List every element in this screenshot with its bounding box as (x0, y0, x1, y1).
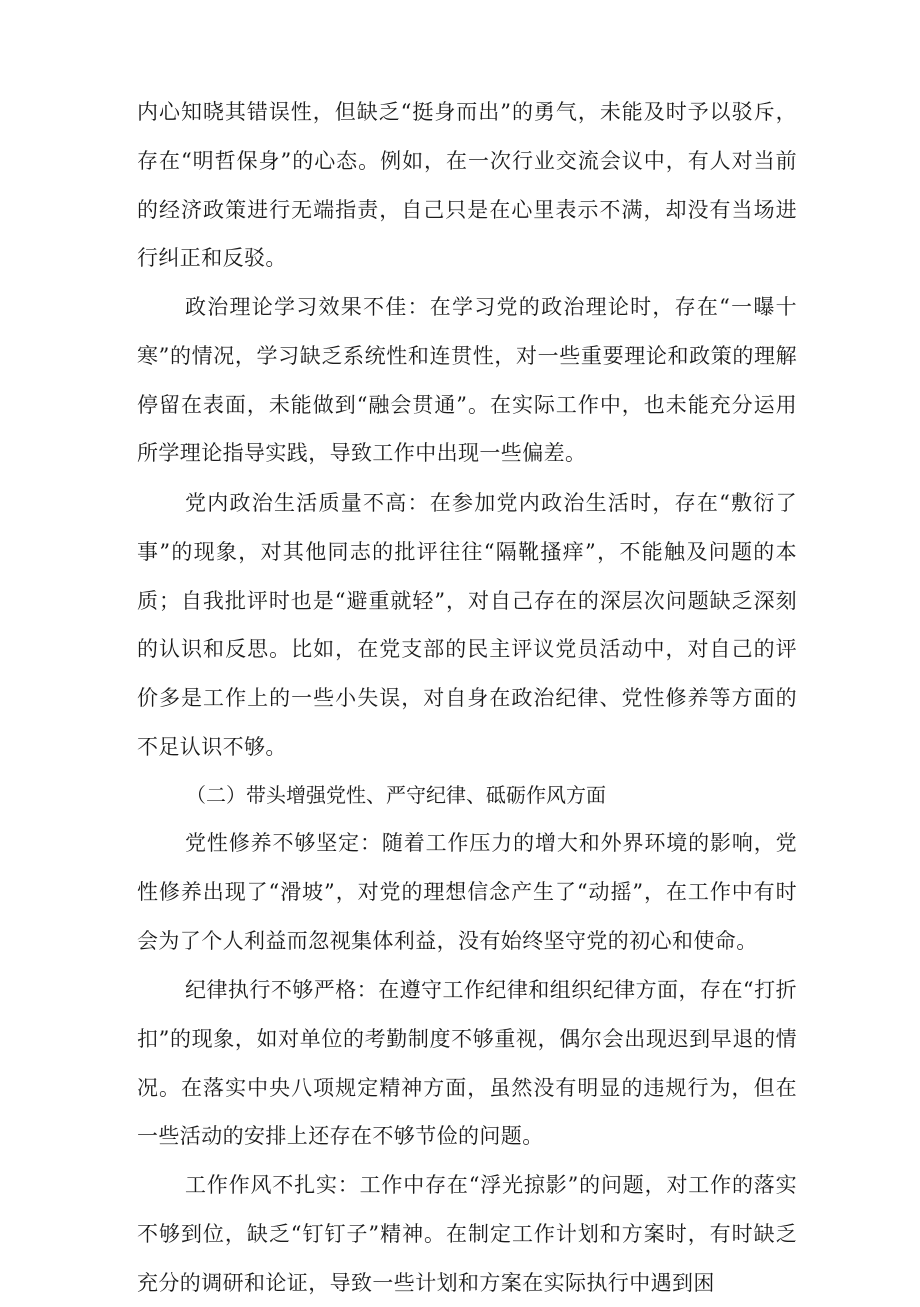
paragraph-theory-study: 政治理论学习效果不佳：在学习党的政治理论时，存在“一曝十寒”的情况，学习缺乏系统性和连贯性，对一些重要理论和政策的理解停留在表面，未能做到“融会贯通”。在实际工作中，也未能充分运用所学理论指导实践，导致工作中出现一些偏差。 (137, 295, 797, 466)
paragraph-party-life: 党内政治生活质量不高：在参加党内政治生活时，存在“敷衍了事”的现象，对其他同志的批评往往“隔靴搔痒”，不能触及问题的本质；自我批评时也是“避重就轻”，对自己存在的深层次问题缺乏深刻的认识和反思。比如，在党支部的民主评议党员活动中，对自己的评价多是工作上的一些小失误，对自身在政治纪律、党性修养等方面的不足认识不够。 (137, 491, 797, 759)
paragraph-party-spirit: 党性修养不够坚定：随着工作压力的增大和外界环境的影响，党性修养出现了“滑坡”，对党的理想信念产生了“动摇”，在工作中有时会为了个人利益而忽视集体利益，没有始终坚守党的初心和使命。 (137, 831, 797, 953)
paragraph-continuation: 内心知晓其错误性，但缺乏“挺身而出”的勇气，未能及时予以驳斥，存在“明哲保身”的心态。例如，在一次行业交流会议中，有人对当前的经济政策进行无端指责，自己只是在心里表示不满，却没有当场进行纠正和反驳。 (137, 100, 797, 271)
paragraph-work-style: 工作作风不扎实：工作中存在“浮光掠影”的问题，对工作的落实不够到位，缺乏“钉钉子”精神。在制定工作计划和方案时，有时缺乏充分的调研和论证，导致一些计划和方案在实际执行中遇到困 (137, 1173, 797, 1295)
paragraph-discipline: 纪律执行不够严格：在遵守工作纪律和组织纪律方面，存在“打折扣”的现象，如对单位的考勤制度不够重视，偶尔会出现迟到早退的情况。在落实中央八项规定精神方面，虽然没有明显的违规行为，但在一些活动的安排上还存在不够节俭的问题。 (137, 978, 797, 1149)
section-heading: （二）带头增强党性、严守纪律、砥砺作风方面 (186, 783, 606, 807)
